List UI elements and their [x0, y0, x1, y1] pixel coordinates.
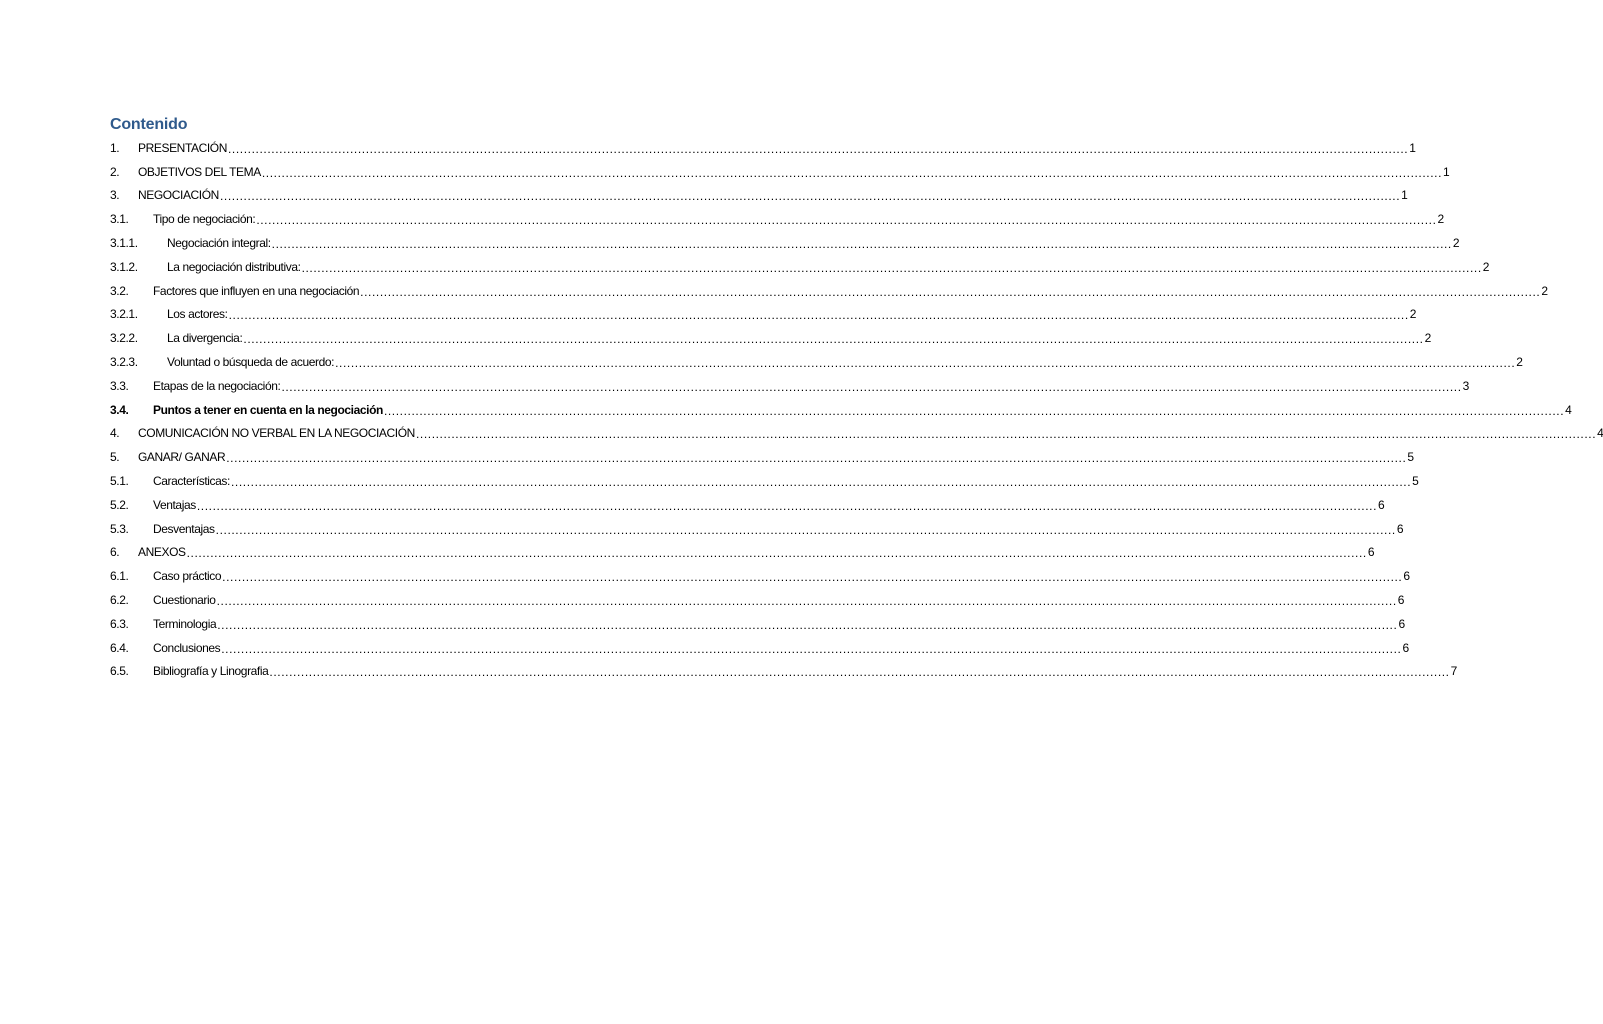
- toc-entry-number: 3.2.: [110, 283, 129, 298]
- toc-entry-page-number: 2: [1424, 331, 1431, 346]
- toc-entry-number: 5.3.: [110, 521, 129, 536]
- toc-dot-leader: ............................................................................................................................................................................................................................................................................................................: [230, 475, 1412, 490]
- toc-dot-leader: ............................................................................................................................................................................................................................................................................................................: [360, 284, 1541, 299]
- toc-dot-leader: ............................................................................................................................................................................................................................................................................................................: [261, 165, 1443, 180]
- toc-entry-number: 6.4.: [110, 640, 129, 655]
- toc-entry-number: 3.1.1.: [110, 236, 138, 251]
- toc-dot-leader: ............................................................................................................................................................................................................................................................................................................: [256, 213, 1437, 228]
- toc-entry-page-number: 6: [1397, 593, 1405, 608]
- toc-entry[interactable]: [110, 422, 1603, 446]
- toc-entry[interactable]: [110, 255, 1490, 279]
- toc-entry-page-number: 1: [1409, 140, 1416, 155]
- toc-entry-page-number: 2: [1452, 236, 1460, 251]
- toc-entry-title: COMUNICACIÓN NO VERBAL EN LA NEGOCIACIÓN: [138, 426, 415, 441]
- toc-entry[interactable]: [110, 350, 1523, 374]
- toc-entry-title: NEGOCIACIÓN: [138, 188, 219, 203]
- toc-dot-leader: ............................................................................................................................................................................................................................................................................................................: [228, 308, 1409, 323]
- toc-entry-title: Los actores:: [167, 307, 228, 322]
- toc-dot-leader: ............................................................................................................................................................................................................................................................................................................: [301, 260, 1482, 275]
- toc-entry-number: 3.2.2.: [110, 331, 138, 346]
- toc-dot-leader: ............................................................................................................................................................................................................................................................................................................: [196, 498, 1378, 513]
- toc-entry-number: 6.5.: [110, 664, 129, 679]
- toc-dot-leader: ............................................................................................................................................................................................................................................................................................................: [215, 522, 1396, 537]
- toc-entry-page-number: 2: [1409, 307, 1417, 322]
- toc-entry-page-number: 6: [1403, 569, 1410, 584]
- toc-entry-page-number: 7: [1450, 664, 1457, 679]
- toc-entry-title: ANEXOS: [138, 545, 186, 560]
- toc-entry-title: Voluntad o búsqueda de acuerdo:: [167, 355, 335, 370]
- toc-entry-number: 3.3.: [110, 378, 129, 393]
- toc-entry-number: 5.2.: [110, 497, 129, 512]
- toc-entry-number: 3.1.2.: [110, 259, 138, 274]
- toc-entry[interactable]: [110, 564, 1410, 588]
- toc-entry-page-number: 6: [1367, 545, 1375, 560]
- table-of-contents: [110, 136, 1603, 683]
- toc-entry-number: 3.2.3.: [110, 355, 138, 370]
- toc-entry[interactable]: [110, 445, 1414, 469]
- toc-entry-title: Puntos a tener en cuenta en la negociación: [153, 402, 383, 417]
- toc-entry-title: Conclusiones: [153, 640, 221, 655]
- toc-entry-number: 5.1.: [110, 474, 129, 489]
- toc-dot-leader: ............................................................................................................................................................................................................................................................................................................: [221, 641, 1402, 656]
- toc-entry[interactable]: [110, 636, 1409, 660]
- toc-entry-number: 6.: [110, 545, 120, 560]
- toc-entry-title: Caso práctico: [153, 569, 222, 584]
- toc-entry-title: La divergencia:: [167, 331, 243, 346]
- toc-entry[interactable]: [110, 374, 1469, 398]
- toc-entry-title: Características:: [153, 474, 230, 489]
- toc-dot-leader: ............................................................................................................................................................................................................................................................................................................: [269, 665, 1450, 680]
- toc-entry-title: Cuestionario: [153, 593, 216, 608]
- toc-entry-page-number: 5: [1412, 474, 1419, 489]
- toc-entry-page-number: 6: [1396, 521, 1404, 536]
- toc-dot-leader: ............................................................................................................................................................................................................................................................................................................: [281, 379, 1462, 394]
- toc-entry[interactable]: [110, 588, 1405, 612]
- toc-entry-title: Desventajas: [153, 521, 215, 536]
- toc-entry[interactable]: [110, 398, 1572, 422]
- toc-entry-page-number: 2: [1437, 212, 1444, 227]
- toc-entry-page-number: 4: [1597, 426, 1603, 441]
- toc-entry[interactable]: [110, 303, 1417, 327]
- toc-entry-page-number: 2: [1482, 259, 1490, 274]
- toc-entry[interactable]: [110, 231, 1460, 255]
- toc-entry-title: OBJETIVOS DEL TEMA: [138, 164, 261, 179]
- toc-entry-page-number: 6: [1378, 497, 1385, 512]
- toc-entry[interactable]: [110, 541, 1375, 565]
- toc-entry[interactable]: [110, 160, 1450, 184]
- toc-entry[interactable]: [110, 612, 1405, 636]
- toc-dot-leader: ............................................................................................................................................................................................................................................................................................................: [243, 332, 1424, 347]
- toc-entry-title: La negociación distributiva:: [167, 259, 301, 274]
- toc-entry[interactable]: [110, 517, 1404, 541]
- toc-dot-leader: ............................................................................................................................................................................................................................................................................................................: [415, 427, 1597, 442]
- toc-dot-leader: ............................................................................................................................................................................................................................................................................................................: [219, 189, 1401, 204]
- toc-entry-number: 3.2.1.: [110, 307, 138, 322]
- toc-entry-title: Terminologia: [153, 616, 217, 631]
- toc-dot-leader: ............................................................................................................................................................................................................................................................................................................: [186, 546, 1367, 561]
- toc-dot-leader: ............................................................................................................................................................................................................................................................................................................: [222, 570, 1403, 585]
- toc-entry-number: 2.: [110, 164, 120, 179]
- toc-entry-number: 3.4.: [110, 402, 129, 417]
- toc-dot-leader: ............................................................................................................................................................................................................................................................................................................: [216, 594, 1397, 609]
- toc-dot-leader: ............................................................................................................................................................................................................................................................................................................: [335, 356, 1516, 371]
- toc-entry-page-number: 2: [1516, 355, 1523, 370]
- toc-entry[interactable]: [110, 493, 1385, 517]
- toc-dot-leader: ............................................................................................................................................................................................................................................................................................................: [226, 451, 1407, 466]
- toc-entry-title: Ventajas: [153, 497, 196, 512]
- toc-entry-page-number: 5: [1407, 450, 1414, 465]
- toc-entry-page-number: 4: [1565, 402, 1572, 417]
- toc-entry-page-number: 1: [1443, 164, 1450, 179]
- toc-dot-leader: ............................................................................................................................................................................................................................................................................................................: [271, 237, 1452, 252]
- toc-entry-page-number: 1: [1401, 188, 1408, 203]
- toc-entry-page-number: 3: [1462, 378, 1469, 393]
- toc-entry-number: 3.1.: [110, 212, 129, 227]
- toc-entry-number: 6.3.: [110, 616, 129, 631]
- toc-entry-number: 6.2.: [110, 593, 129, 608]
- toc-entry[interactable]: [110, 136, 1416, 160]
- toc-entry[interactable]: [110, 279, 1548, 303]
- toc-entry-number: 1.: [110, 140, 120, 155]
- toc-entry[interactable]: [110, 207, 1444, 231]
- toc-entry-title: Etapas de la negociación:: [153, 378, 281, 393]
- toc-dot-leader: ............................................................................................................................................................................................................................................................................................................: [217, 617, 1398, 632]
- toc-entry-title: PRESENTACIÓN: [138, 140, 227, 155]
- toc-dot-leader: ............................................................................................................................................................................................................................................................................................................: [383, 403, 1565, 418]
- toc-entry-title: Tipo de negociación:: [153, 212, 256, 227]
- toc-entry-number: 3.: [110, 188, 120, 203]
- toc-entry[interactable]: [110, 326, 1431, 350]
- toc-entry-title: Factores que influyen en una negociación: [153, 283, 360, 298]
- toc-entry-title: Bibliografía y Linografia: [153, 664, 269, 679]
- toc-entry-page-number: 6: [1398, 616, 1405, 631]
- toc-entry-number: 5.: [110, 450, 120, 465]
- toc-title: Contenido: [110, 116, 188, 133]
- toc-entry-number: 4.: [110, 426, 120, 441]
- toc-entry[interactable]: [110, 184, 1408, 208]
- toc-entry-page-number: 6: [1402, 640, 1409, 655]
- toc-entry[interactable]: [110, 469, 1419, 493]
- toc-entry-title: GANAR/ GANAR: [138, 450, 226, 465]
- toc-entry-title: Negociación integral:: [167, 236, 271, 251]
- toc-entry-number: 6.1.: [110, 569, 129, 584]
- toc-entry[interactable]: [110, 660, 1457, 684]
- toc-dot-leader: ............................................................................................................................................................................................................................................................................................................: [228, 141, 1409, 156]
- toc-entry-page-number: 2: [1541, 283, 1548, 298]
